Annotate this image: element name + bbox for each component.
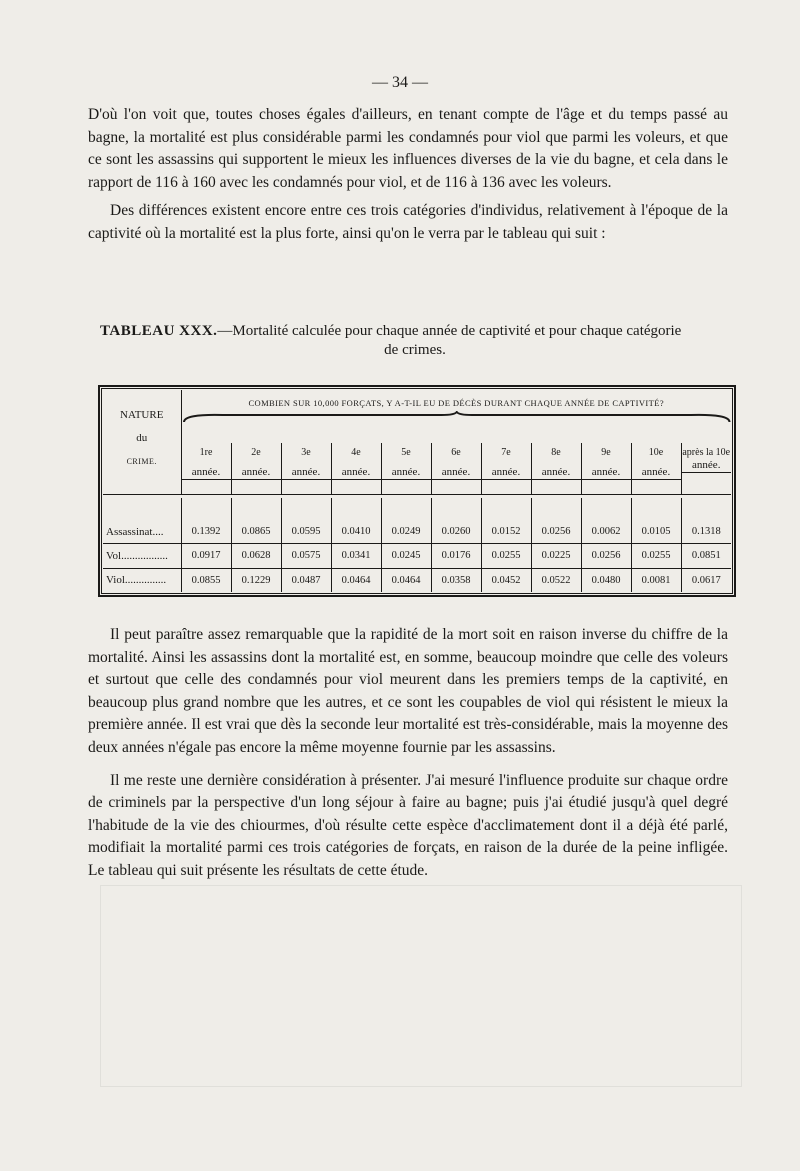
year-label: année. xyxy=(532,466,581,480)
table-cell: 0.0249 xyxy=(381,520,431,544)
year-header-cell xyxy=(581,443,631,495)
year-header-cell xyxy=(331,443,381,495)
nature-header-cell xyxy=(103,390,181,495)
year-header-cell xyxy=(681,443,731,495)
paragraph: Il peut paraître assez remarquable que la rapidité de la mort soit en raison inverse du chiffre de la mortalité. Ainsi les assassins dont la mortalité est, en somme, beaucoup moindre que celle des voleurs et surtout que celle des condamnés pour viol meurent dans les premiers temps de la captivité, en beaucoup plus grand nombre que les autres, et ce sont les coupables de viol qui résistent le mieux la première année. Il est vrai que dès la seconde leur mortalité est très-considérable, mais la moyenne des deux années n'égale pas encore la même moyenne fournie par les assassins. xyxy=(88,626,728,756)
year-label: année. xyxy=(232,466,281,480)
table-cell: 0.0575 xyxy=(281,544,331,568)
table-cell: 0.0628 xyxy=(231,544,281,568)
row-label: Vol................. xyxy=(103,544,181,568)
mortality-table-frame xyxy=(98,385,736,597)
table-cell: 0.0245 xyxy=(381,544,431,568)
year-header-cell xyxy=(231,443,281,495)
table-cell: 0.0358 xyxy=(431,568,481,592)
paragraph: Des différences existent encore entre ces trois catégories d'individus, relativement à l'époque de la captivité où la mortalité est la plus forte, ainsi qu'on le verra par le tableau qui suit : xyxy=(88,202,728,242)
year-number: 7e xyxy=(501,447,511,459)
question-header: COMBIEN SUR 10,000 FORÇATS, Y A-T-IL EU DE DÉCÈS DURANT CHAQUE ANNÉE DE CAPTIVITÉ? xyxy=(248,398,665,408)
table-row xyxy=(103,520,731,544)
year-number: 6e xyxy=(451,447,461,459)
year-header-cell xyxy=(531,443,581,495)
table-row xyxy=(103,544,731,568)
table-cell: 0.0480 xyxy=(581,568,631,592)
table-cell: 0.0464 xyxy=(381,568,431,592)
year-label: année. xyxy=(282,466,331,480)
year-number: 9e xyxy=(601,447,611,459)
table-cell: 0.1229 xyxy=(231,568,281,592)
year-label: année. xyxy=(582,466,631,480)
year-number: 3e xyxy=(301,447,311,459)
table-cell: 0.0487 xyxy=(281,568,331,592)
year-header-cell xyxy=(481,443,531,495)
year-number: 1re xyxy=(199,447,213,459)
table-caption xyxy=(100,322,730,360)
table-cell: 0.0851 xyxy=(681,544,731,568)
year-label: année. xyxy=(482,466,531,480)
table-subtitle: de crimes. xyxy=(384,342,446,358)
table-title: —Mortalité calculée pour chaque année de captivité et pour chaque catégorie xyxy=(217,323,682,339)
page-number: — 34 — xyxy=(372,74,428,91)
row-label: Viol............... xyxy=(103,568,181,592)
brace-decoration xyxy=(182,411,732,423)
nature-header-line: du xyxy=(136,432,148,444)
table-cell: 0.0452 xyxy=(481,568,531,592)
discussion-text-block xyxy=(88,624,728,883)
table-label: TABLEAU XXX. xyxy=(100,323,218,339)
year-number: 4e xyxy=(351,447,361,459)
table-cell: 0.0256 xyxy=(581,544,631,568)
year-header-cell xyxy=(431,443,481,495)
year-number: 10e xyxy=(648,447,664,459)
year-number: 2e xyxy=(251,447,261,459)
table-cell: 0.0410 xyxy=(331,520,381,544)
table-cell: 0.0865 xyxy=(231,520,281,544)
question-header-cell xyxy=(181,390,731,443)
paragraph: D'où l'on voit que, toutes choses égales d'ailleurs, en tenant compte de l'âge et du temps passé au bagne, la mortalité est plus considérable parmi les condamnés pour viol que parmi les voleurs, et que ce sont les assassins qui supportent le mieux les influences diverses de la vie du bagne, et cela dans le rapport de 116 à 160 avec les condamnés pour viol, et de 116 à 136 avec les voleurs. xyxy=(88,106,728,191)
intro-text-block xyxy=(88,104,728,246)
year-number: après la 10e xyxy=(682,447,731,459)
year-label: année. xyxy=(182,466,231,480)
table-row xyxy=(103,568,731,592)
table-cell: 0.1318 xyxy=(681,520,731,544)
table-cell: 0.0464 xyxy=(331,568,381,592)
bleed-through-shadow xyxy=(100,885,742,1087)
table-cell: 0.0855 xyxy=(181,568,231,592)
year-label: année. xyxy=(432,466,481,480)
year-header-cell xyxy=(181,443,231,495)
year-header-cell xyxy=(631,443,681,495)
table-cell: 0.0341 xyxy=(331,544,381,568)
nature-header-line: NATURE xyxy=(120,409,164,421)
table-cell: 0.0081 xyxy=(631,568,681,592)
year-number: 5e xyxy=(401,447,411,459)
year-label: année. xyxy=(632,466,681,480)
table-cell: 0.0255 xyxy=(481,544,531,568)
table-cell: 0.0917 xyxy=(181,544,231,568)
table-cell: 0.0617 xyxy=(691,574,721,586)
year-header-cell xyxy=(281,443,331,495)
table-cell: 0.0522 xyxy=(531,568,581,592)
year-label: année. xyxy=(332,466,381,480)
table-cell: 0.0105 xyxy=(631,520,681,544)
table-cell: 0.0225 xyxy=(531,544,581,568)
table-cell: 0.0152 xyxy=(481,520,531,544)
table-cell: 0.1392 xyxy=(181,520,231,544)
table-cell: 0.0595 xyxy=(281,520,331,544)
mortality-table xyxy=(103,390,731,592)
table-cell: 0.0176 xyxy=(431,544,481,568)
year-label: année. xyxy=(382,466,431,480)
year-header-cell xyxy=(381,443,431,495)
table-cell: 0.0260 xyxy=(431,520,481,544)
table-cell: 0.0062 xyxy=(581,520,631,544)
nature-header-line: CRIME. xyxy=(126,457,157,466)
paragraph: Il me reste une dernière considération à présenter. J'ai mesuré l'influence produite sur chaque ordre de criminels par la perspective d'un long séjour à faire au bagne; puis j'ai étudié jusqu'à quel degré l'habitude de la vie des chiourmes, d'où résulte cette espèce d'acclimatement dont il a déjà été parlé, modifiait la mortalité parmi ces trois catégories de forçats, en raison de la durée de la peine infligée. Le tableau qui suit présente les résultats de cette étude. xyxy=(88,771,728,879)
table-cell: 0.0255 xyxy=(631,544,681,568)
table-cell: 0.0256 xyxy=(531,520,581,544)
year-number: 8e xyxy=(551,447,561,459)
row-label: Assassinat.... xyxy=(103,520,181,544)
year-label: année. xyxy=(682,459,732,473)
